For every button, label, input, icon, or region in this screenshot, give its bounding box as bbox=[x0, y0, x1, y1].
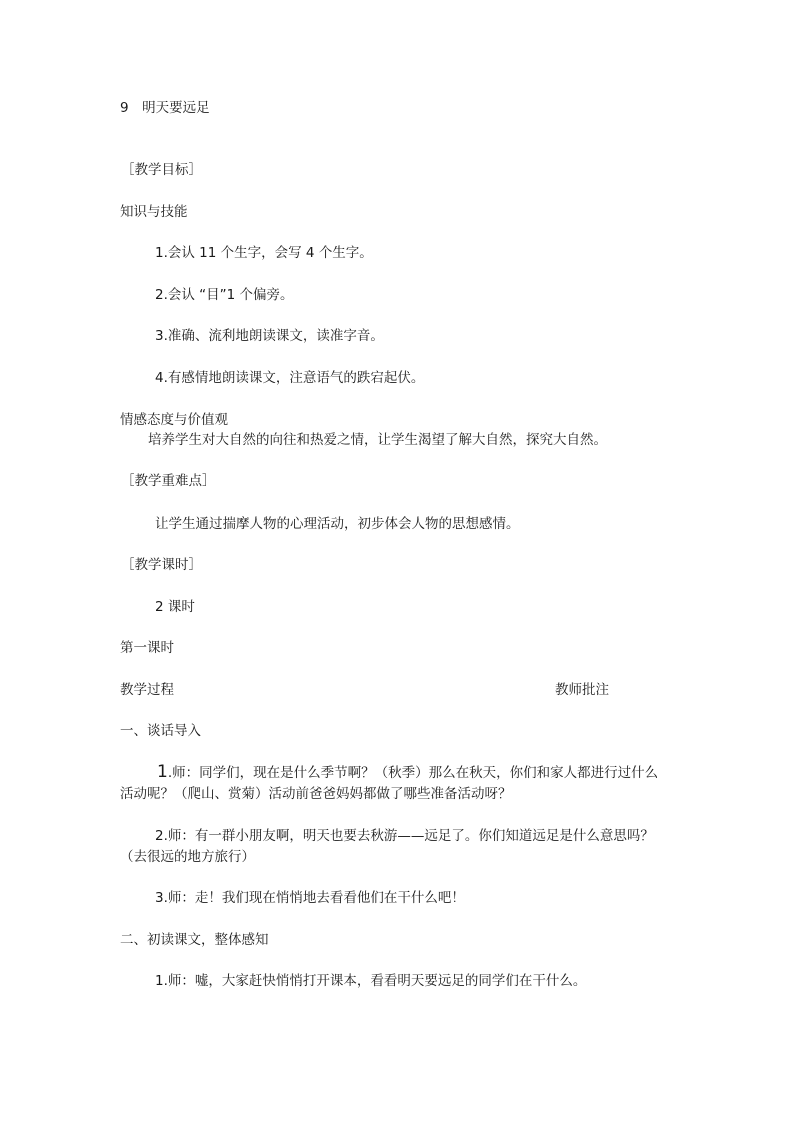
section2-heading: 二、初读课文，整体感知 bbox=[120, 932, 269, 948]
section1-heading: 一、谈话导入 bbox=[120, 723, 201, 739]
key-points-text: 让学生通过揣摩人物的心理活动，初步体会人物的思想感情。 bbox=[155, 516, 520, 532]
section1-item3: 3.师：走！我们现在悄悄地去看看他们在干什么吧！ bbox=[155, 890, 465, 906]
knowledge-item-4: 4.有感情地朗读课文，注意语气的跌宕起伏。 bbox=[155, 370, 425, 386]
section1-item1-line1 bbox=[157, 762, 658, 783]
knowledge-item-3: 3.准确、流利地朗读课文，读准字音。 bbox=[155, 328, 384, 344]
knowledge-item-1: 1.会认 11 个生字，会写 4 个生字。 bbox=[155, 245, 373, 261]
process-label: 教学过程 bbox=[120, 682, 174, 698]
first-period-heading: 第一课时 bbox=[120, 640, 174, 656]
section1-item1-line2: 活动呢？（爬山、赏菊）活动前爸爸妈妈都做了哪些准备活动呀？ bbox=[120, 786, 512, 802]
section1-item2-line1: 2.师：有一群小朋友啊，明天也要去秋游——远足了。你们知道远足是什么意思吗？ bbox=[155, 828, 654, 844]
periods-text: 2 课时 bbox=[155, 599, 195, 615]
section1-item1-text: .师：同学们，现在是什么季节啊？（秋季）那么在秋天，你们和家人都进行过什么 bbox=[167, 765, 659, 781]
objectives-heading: ［教学目标］ bbox=[121, 162, 202, 178]
emotion-heading: 情感态度与价值观 bbox=[120, 412, 228, 428]
section1-item2-line2: （去很远的地方旅行） bbox=[120, 849, 255, 865]
emotion-text: 培养学生对大自然的向往和热爱之情，让学生渴望了解大自然，探究大自然。 bbox=[148, 432, 607, 448]
key-points-heading: ［教学重难点］ bbox=[121, 473, 216, 489]
periods-heading: ［教学课时］ bbox=[121, 557, 202, 573]
knowledge-heading: 知识与技能 bbox=[120, 204, 188, 220]
lesson-title: 9 明天要远足 bbox=[120, 100, 210, 116]
section2-item1: 1.师：嘘，大家赶快悄悄打开课本，看看明天要远足的同学们在干什么。 bbox=[155, 973, 587, 989]
teacher-notes-label: 教师批注 bbox=[555, 682, 609, 698]
section1-item1-number: 1 bbox=[157, 762, 168, 782]
knowledge-item-2: 2.会认 “目”1 个偏旁。 bbox=[155, 287, 294, 303]
